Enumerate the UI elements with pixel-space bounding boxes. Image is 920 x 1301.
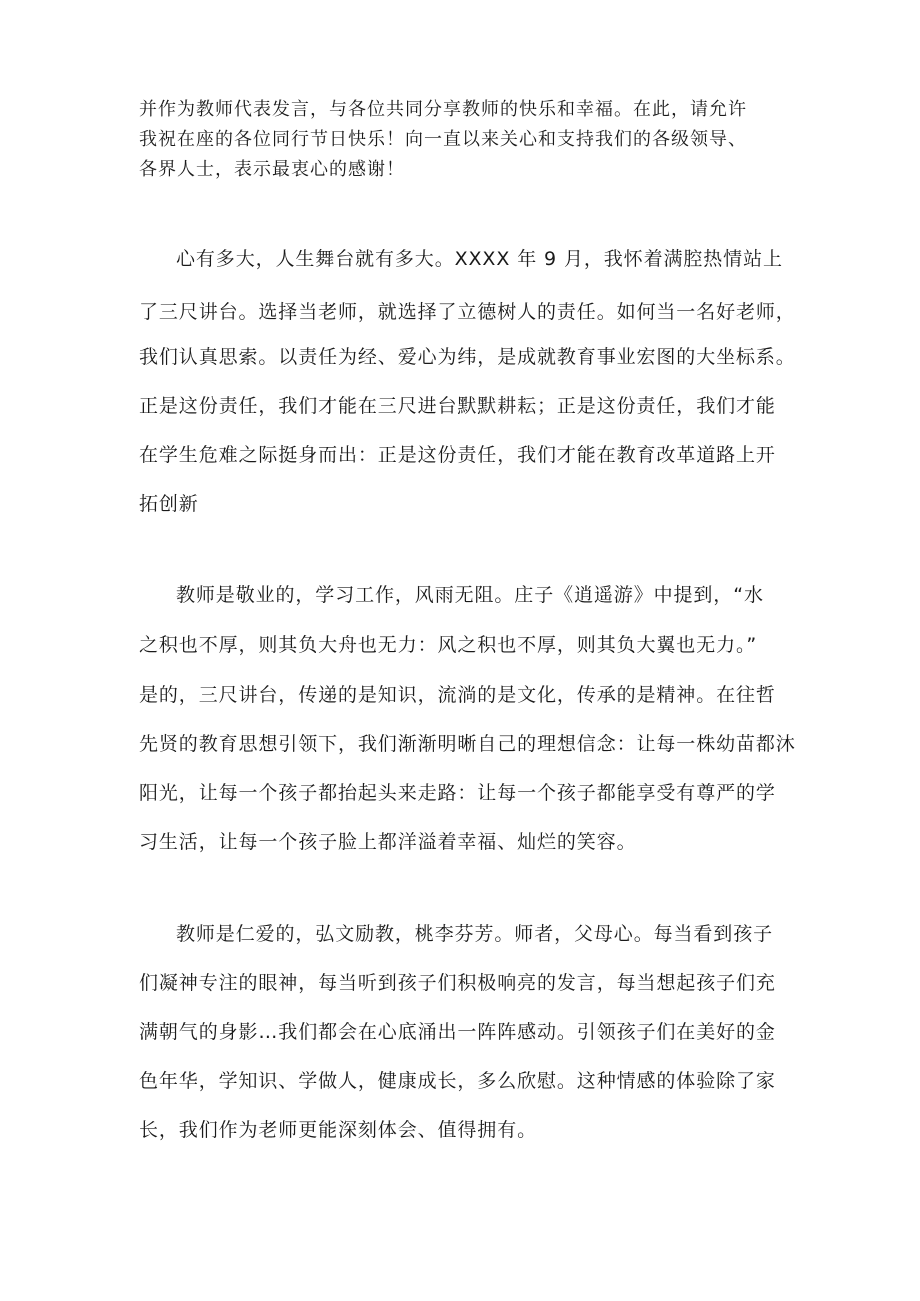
text-line: 教师是敬业的，学习工作，风雨无阻。庄子《逍遥游》中提到，“水 (176, 584, 764, 606)
text-line: 教师是仁爱的，弘文励教，桃李芬芳。师者，父母心。每当看到孩子 (176, 923, 774, 945)
text-line: 长，我们作为老师更能深刻体会、值得拥有。 (139, 1119, 538, 1141)
text-line: 正是这份责任，我们才能在三尺进台默默耕耘；正是这份责任，我们才能 (139, 395, 776, 417)
text-line: 们凝神专注的眼神，每当听到孩子们积极响亮的发言，每当想起孩子们充 (139, 972, 776, 994)
text-line: 是的，三尺讲台，传递的是知识，流淌的是文化，传承的是精神。在往哲 (139, 684, 776, 706)
text-line: 我祝在座的各位同行节日快乐！向一直以来关心和支持我们的各级领导、 (139, 129, 747, 150)
text-line: 先贤的教育思想引领下，我们渐渐明晰自己的理想信念：让每一株幼苗都沐 (139, 733, 796, 755)
text-line: 各界人士，表示最衷心的感谢！ (139, 159, 405, 180)
text-line: 满朝气的身影…我们都会在心底涌出一阵阵感动。引领孩子们在美好的金 (139, 1021, 776, 1043)
text-line: 在学生危难之际挺身而出：正是这份责任，我们才能在教育改革道路上开 (139, 444, 776, 466)
text-line: 了三尺讲台。选择当老师，就选择了立德树人的责任。如何当一名好老师， (139, 301, 796, 323)
text-line: 之积也不厚，则其负大舟也无力：风之积也不厚，则其负大翼也无力。” (139, 634, 758, 656)
text-line: 色年华，学知识、学做人，健康成长，多么欣慰。这种情感的体验除了家 (139, 1070, 776, 1092)
text-line: 心有多大，人生舞台就有多大。XXXX 年 9 月，我怀着满腔热情站上 (176, 248, 783, 270)
text-line: 我们认真思索。以责任为经、爱心为纬，是成就教育事业宏图的大坐标系。 (139, 346, 796, 368)
text-line: 习生活，让每一个孩子脸上都洋溢着幸福、灿烂的笑容。 (139, 831, 637, 853)
text-line: 拓创新 (139, 493, 199, 515)
text-line: 并作为教师代表发言，与各位共同分享教师的快乐和幸福。在此，请允许 (139, 99, 747, 120)
text-line: 阳光，让每一个孩子都抬起头来走路：让每一个孩子都能享受有尊严的学 (139, 782, 776, 804)
